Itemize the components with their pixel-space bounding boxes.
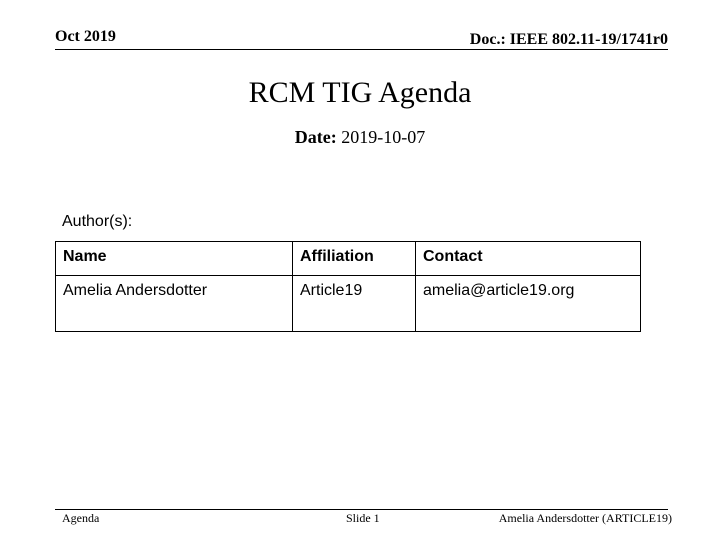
column-header-name: Name [56, 242, 293, 276]
authors-label: Author(s): [62, 213, 133, 230]
author-affiliation-cell: Article19 [293, 276, 416, 332]
footer-divider [123, 509, 668, 510]
footer-divider-left [55, 509, 123, 510]
table-header-row [56, 242, 641, 276]
footer-slide-number: Slide 1 [346, 511, 380, 525]
author-contact-cell: amelia@article19.org [416, 276, 641, 332]
footer-author: Amelia Andersdotter (ARTICLE19) [498, 511, 672, 525]
date-value: 2019-10-07 [341, 127, 426, 147]
column-header-affiliation: Affiliation [293, 242, 416, 276]
table-row [56, 276, 641, 332]
date-line [0, 127, 720, 148]
authors-table [55, 241, 641, 332]
footer-section: Agenda [62, 511, 100, 525]
header-date: Oct 2019 [55, 28, 116, 45]
header-doc-number: Doc.: IEEE 802.11-19/1741r0 [469, 31, 668, 48]
header-divider [55, 49, 668, 50]
slide-title: RCM TIG Agenda [248, 76, 472, 109]
column-header-contact: Contact [416, 242, 641, 276]
date-label: Date: [294, 127, 337, 147]
author-name-cell: Amelia Andersdotter [56, 276, 293, 332]
